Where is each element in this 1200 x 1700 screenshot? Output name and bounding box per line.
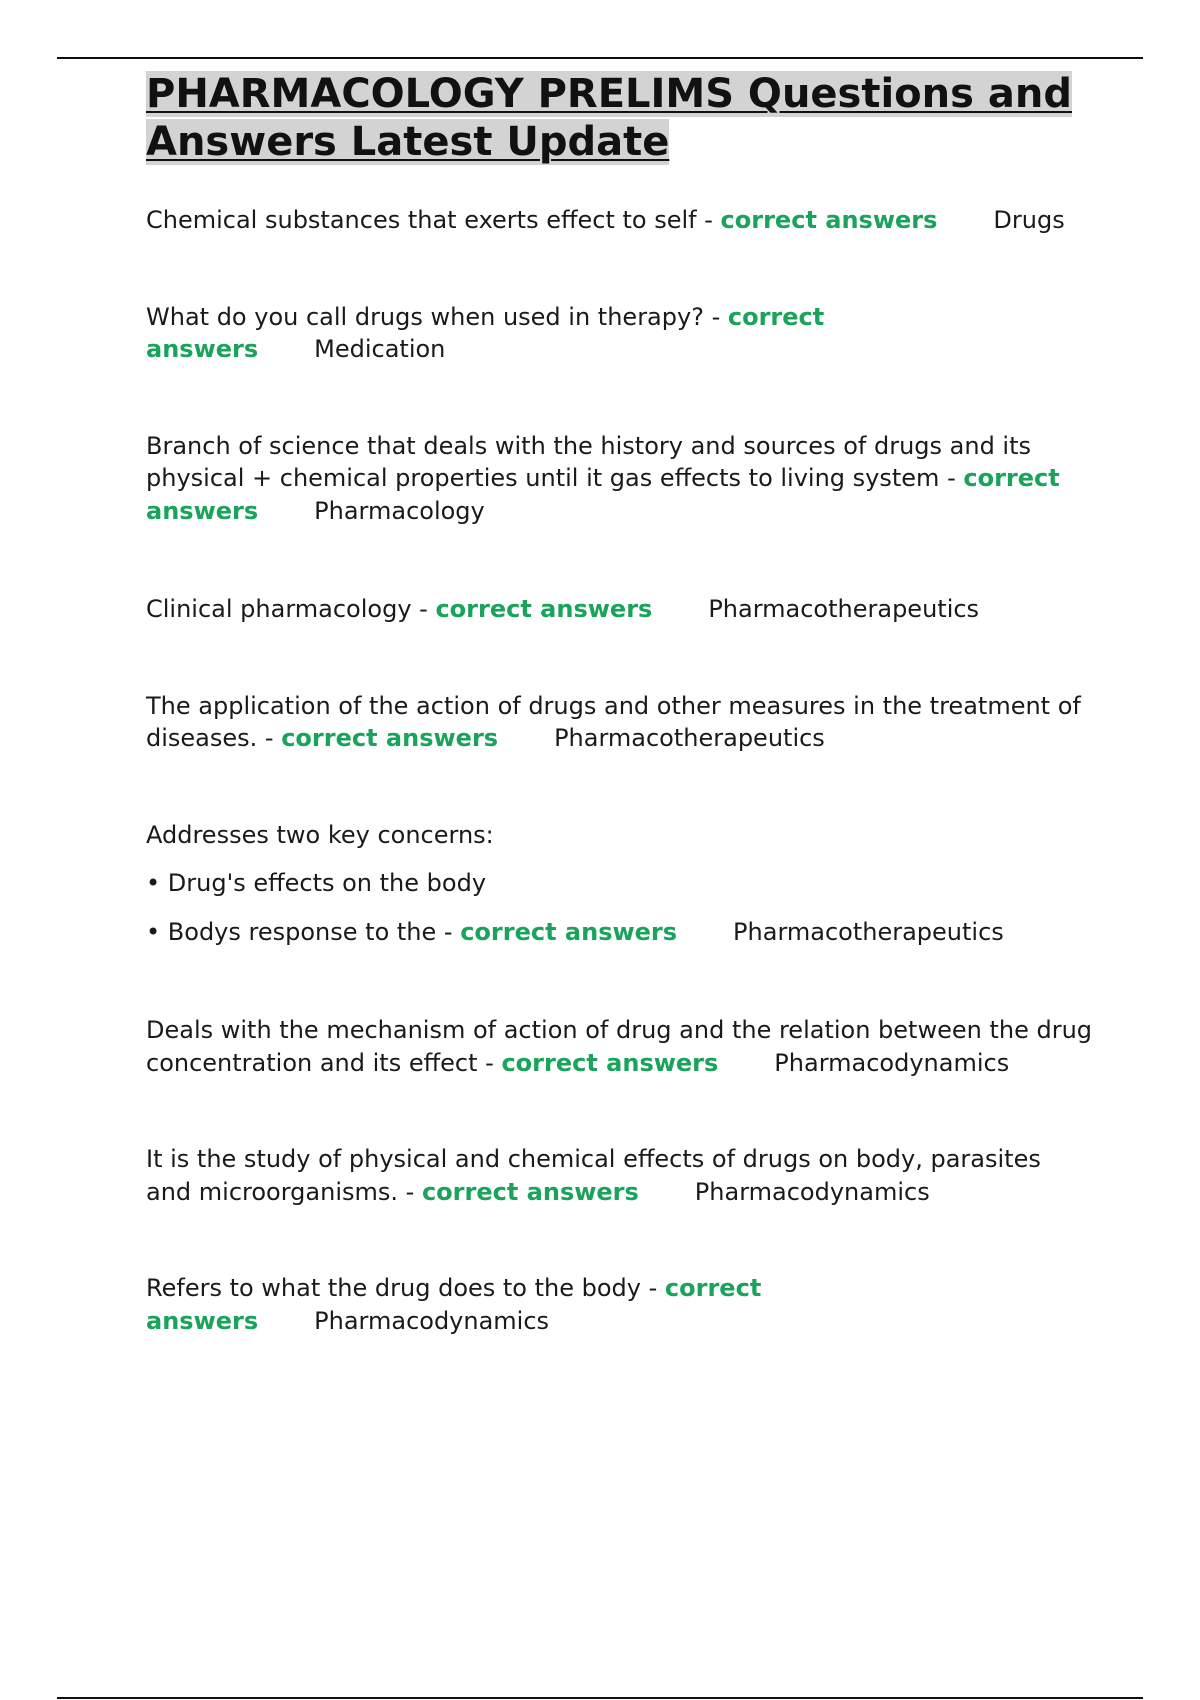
document-title xyxy=(146,70,1096,166)
correct-answers-label: correct answers xyxy=(281,724,499,752)
bullet-line xyxy=(146,916,1096,949)
question-text: What do you call drugs when used in therapy? xyxy=(146,302,704,331)
separator: - xyxy=(641,1274,665,1302)
answer-text: Pharmacodynamics xyxy=(774,1048,1010,1077)
qa-item xyxy=(146,819,1096,949)
question-text: It is the study of physical and chemical effects of drugs on body, parasites and microorganisms. xyxy=(146,1145,1041,1206)
separator: - xyxy=(939,464,964,492)
separator: - xyxy=(696,206,721,234)
separator: - xyxy=(436,917,461,946)
bottom-rule xyxy=(57,1697,1143,1699)
qa-item xyxy=(146,1143,1076,1208)
bullet-text: Bodys response to the xyxy=(167,917,437,946)
question-text: Refers to what the drug does to the body xyxy=(146,1274,641,1302)
answer-text: Pharmacology xyxy=(314,496,485,525)
separator: - xyxy=(257,724,282,752)
qa-item xyxy=(146,204,1096,237)
qa-item xyxy=(146,593,1096,626)
correct-answers-label: correct answers xyxy=(435,595,653,623)
qa-item xyxy=(146,1272,806,1337)
answer-text: Pharmacotherapeutics xyxy=(733,917,1004,946)
document-title-text: PHARMACOLOGY PRELIMS Questions and Answers Latest Update xyxy=(146,71,1072,165)
correct-answers-label: correct answers xyxy=(146,464,1060,525)
answer-text: Drugs xyxy=(993,206,1065,234)
question-text: The application of the action of drugs and other measures in the treatment of diseases. xyxy=(146,691,1081,752)
separator: - xyxy=(703,302,728,331)
question-intro: Addresses two key concerns: xyxy=(146,820,494,849)
answer-text: Medication xyxy=(314,335,446,363)
answer-text: Pharmacotherapeutics xyxy=(708,595,980,623)
separator: - xyxy=(398,1177,422,1206)
answer-text: Pharmacotherapeutics xyxy=(554,724,825,752)
question-text: Deals with the mechanism of action of drug and the relation between the drug concentration and its effect xyxy=(146,1016,1093,1077)
top-rule xyxy=(57,57,1143,59)
correct-answers-label: correct answers xyxy=(421,1177,639,1206)
answer-text: Pharmacodynamics xyxy=(694,1177,930,1206)
bullet-text: Drug's effects on the body xyxy=(167,869,487,897)
correct-answers-label: correct answers xyxy=(146,302,825,363)
question-text: Clinical pharmacology xyxy=(146,595,412,623)
correct-answers-label: correct answers xyxy=(460,917,678,946)
qa-item xyxy=(146,690,1106,755)
correct-answers-label: correct answers xyxy=(720,206,938,234)
qa-item xyxy=(146,1014,1106,1079)
question-text: Branch of science that deals with the history and sources of drugs and its physical + chemical properties until it gas effects to living system xyxy=(146,431,1032,492)
separator: - xyxy=(477,1048,502,1077)
correct-answers-label: correct answers xyxy=(146,1274,762,1335)
bullet-icon: • xyxy=(146,917,161,946)
document-body xyxy=(146,70,1096,1337)
question-text: Chemical substances that exerts effect to self xyxy=(146,206,697,234)
qa-item xyxy=(146,301,846,366)
answer-text: Pharmacodynamics xyxy=(314,1306,550,1335)
correct-answers-label: correct answers xyxy=(501,1048,719,1077)
qa-item xyxy=(146,430,1081,528)
separator: - xyxy=(411,595,436,623)
bullet-line xyxy=(146,867,1096,900)
bullet-icon: • xyxy=(146,869,161,897)
